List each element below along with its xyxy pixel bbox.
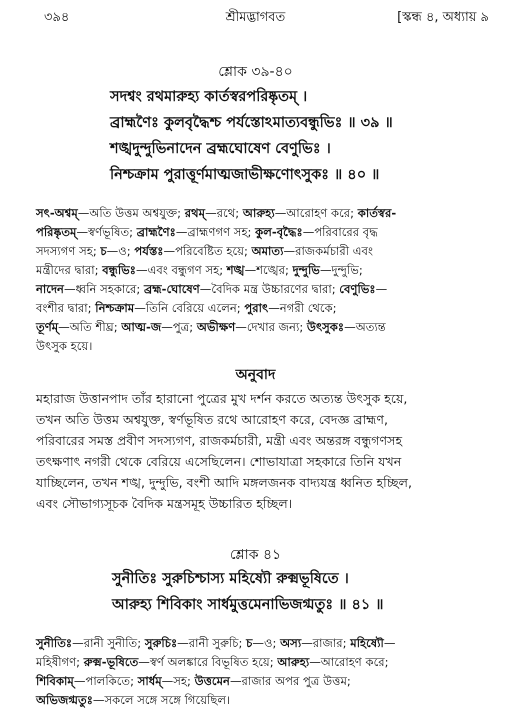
- translation-line: মহারাজ উত্তানপাদ তাঁর হারানো পুত্রের মুখ দর্শন করতে অত্যন্ত উৎসুক হয়ে,: [36, 391, 408, 406]
- translation-line: এবং সৌভাগ্যসূচক বৈদিক মন্ত্রসমূহ উচ্চারিত হচ্ছিল।: [36, 496, 293, 511]
- synonym-line: [36, 634, 486, 653]
- sanskrit-term: শঙ্খ: [226, 263, 245, 277]
- term-meaning: —অতি শীঘ্র;: [58, 320, 122, 334]
- sanskrit-term: আত্ম-জ: [121, 320, 162, 334]
- sanskrit-term: কুল-বৃদ্ধৈঃ: [255, 225, 303, 239]
- sanskrit-term: উৎসুকঃ: [306, 320, 345, 334]
- sanskrit-term: পর্যস্তঃ: [134, 244, 164, 258]
- synonym-line: [36, 261, 486, 280]
- term-meaning: —অতি উত্তম অশ্বযুক্ত;: [77, 206, 185, 220]
- term-meaning: —রাজার;: [301, 636, 351, 650]
- term-meaning: —তিনি বেরিয়ে এলেন;: [134, 301, 245, 315]
- sanskrit-term: অস্য: [280, 636, 302, 650]
- verse-line: সদশ্বং রথমারুহ্য কার্তস্বরপরিষ্কৃতম্ ।: [110, 89, 308, 105]
- chapter-reference: [স্কন্ধ ৪, অধ্যায় ৯: [397, 10, 489, 25]
- sanskrit-term: উত্তমেন: [194, 674, 230, 688]
- synonym-line: [36, 672, 486, 691]
- sanskrit-term: বন্ধুভিঃ: [102, 263, 136, 277]
- sanskrit-term: সুনীতিঃ: [36, 636, 73, 650]
- term-meaning: মহিষীগণ;: [36, 655, 84, 669]
- synonym-line: [36, 691, 486, 710]
- sanskrit-term: পরিষ্কৃতম্: [36, 225, 77, 239]
- verse-line: নিশ্চক্রাম পুরাত্তূর্ণমাত্মজাভীক্ষণোৎসুকঃ ॥ ৪০ ॥: [110, 167, 380, 183]
- term-meaning: —: [383, 636, 396, 650]
- sanskrit-term: শিবিকাম্: [36, 674, 74, 688]
- verse-heading: শ্লোক ৪১: [229, 547, 282, 563]
- sanskrit-term: রথম্: [184, 206, 206, 220]
- verse-heading: শ্লোক ৩৯-৪০: [218, 64, 293, 80]
- synonym-line: [36, 242, 486, 261]
- term-meaning: —অত্যন্ত: [344, 320, 386, 334]
- term-meaning: —এবং বন্ধুগণ সহ;: [135, 263, 227, 277]
- term-meaning: সদস্যগণ সহ;: [36, 244, 101, 258]
- term-meaning: —নগরী থেকে;: [268, 301, 337, 315]
- term-meaning: —ও;: [252, 636, 281, 650]
- term-meaning: —রাজকর্মচারী এবং: [283, 244, 373, 258]
- term-meaning: —ধ্বনি সহকারে;: [63, 282, 144, 296]
- page-number: ৩৯৪: [44, 10, 70, 25]
- sanskrit-term: কার্তস্বর-: [357, 206, 397, 220]
- verse-line: আরুহ্য শিবিকাং সার্ধমুত্তমেনাভিজগ্মতুঃ ॥ ৪১ ॥: [112, 597, 384, 613]
- verse-line: ব্রাহ্মণৈঃ কুলবৃদ্ধৈশ্চ পর্যস্তোঽমাত্যবন্ধুভিঃ ॥ ৩৯ ॥: [110, 115, 393, 131]
- term-meaning: —বৈদিক মন্ত্র উচ্চারণের দ্বারা;: [199, 282, 340, 296]
- term-meaning: —ব্রাহ্মণগণ সহ;: [175, 225, 256, 239]
- sanskrit-term: আরুহ্য: [277, 655, 310, 669]
- translation-text: [36, 388, 486, 514]
- term-meaning: —শঙ্খের;: [244, 263, 293, 277]
- term-meaning: —আরোহণ করে;: [309, 655, 389, 669]
- term-meaning: —দেখার জন্য;: [235, 320, 307, 334]
- verse-line: শঙ্খদুন্দুভিনাদেন ব্রহ্মঘোষেণ বেণুভিঃ ।: [110, 141, 331, 157]
- term-meaning: —পরিবারের বৃদ্ধ: [302, 225, 378, 239]
- translation-line: তৎক্ষণাৎ নগরী থেকে বেরিয়ে এসেছিলেন। শোভাযাত্রা সহকারে তিনি যখন: [36, 454, 402, 469]
- sanskrit-term: অভীক্ষণ: [196, 320, 236, 334]
- synonym-line: [36, 337, 486, 356]
- synonym-line: [36, 204, 486, 223]
- sanskrit-term: নাদেন: [36, 282, 64, 296]
- translation-line: পরিবারের সমস্ত প্রবীণ সদস্যগণ, রাজকর্মচারী, মন্ত্রী এবং অন্তরঙ্গ বন্ধুগণসহ: [36, 433, 403, 448]
- term-meaning: —রানী সুনীতি;: [72, 636, 145, 650]
- sanskrit-term: পুরাৎ: [244, 301, 269, 315]
- term-meaning: —সহ;: [161, 674, 195, 688]
- sanskrit-term: সার্ধম্: [137, 674, 162, 688]
- sanskrit-term: তূর্ণম্: [36, 320, 59, 334]
- sanskrit-term: চ: [100, 244, 107, 258]
- term-meaning: উৎসুক হয়ে।: [36, 339, 93, 353]
- term-meaning: —রাজার অপর পুত্র উত্তম;: [229, 674, 351, 688]
- verse-line: সুনীতিঃ সুরুচিশ্চাস্য মহিষ্যৌ রুক্মভূষিতে ।: [112, 571, 349, 587]
- term-meaning: —স্বর্ণ অলঙ্কারে বিভূষিত হয়ে;: [138, 655, 278, 669]
- synonym-line: [36, 299, 486, 318]
- sanskrit-term: চ: [246, 636, 253, 650]
- word-meanings: [36, 634, 486, 710]
- term-meaning: —আরোহণ করে;: [274, 206, 358, 220]
- sanskrit-term: বেণুভিঃ: [339, 282, 376, 296]
- term-meaning: —পুত্র;: [161, 320, 197, 334]
- term-meaning: মন্ত্রীদের দ্বারা;: [36, 263, 103, 277]
- sanskrit-term: আরুহ্য: [242, 206, 275, 220]
- term-meaning: —স্বর্ণভূষিত;: [76, 225, 137, 239]
- sanskrit-term: দুন্দুভি: [292, 263, 320, 277]
- term-meaning: —: [375, 282, 388, 296]
- synonym-line: [36, 223, 486, 242]
- term-meaning: —সকলে সঙ্গে সঙ্গে গিয়েছিল।: [92, 693, 231, 707]
- sanskrit-term: সুরুচিঃ: [144, 636, 178, 650]
- sanskrit-term: মহিষ্যৌ: [350, 636, 384, 650]
- sanskrit-term: ব্রহ্ম-ঘোষেণ: [144, 282, 200, 296]
- term-meaning: —ও;: [106, 244, 135, 258]
- word-meanings: [36, 204, 486, 356]
- term-meaning: বংশীর দ্বারা;: [36, 301, 96, 315]
- term-meaning: —পালকিতে;: [73, 674, 138, 688]
- sanskrit-term: রুক্ম-ভূষিতে: [83, 655, 139, 669]
- book-title: শ্রীমদ্ভাগবত: [225, 10, 286, 25]
- translation-heading: অনুবাদ: [235, 367, 276, 383]
- term-meaning: —রানী সুরুচি;: [177, 636, 247, 650]
- term-meaning: —রথে;: [205, 206, 243, 220]
- synonym-line: [36, 280, 486, 299]
- synonym-line: [36, 653, 486, 672]
- synonym-line: [36, 318, 486, 337]
- sanskrit-term: সৎ-অশ্বম্: [36, 206, 78, 220]
- term-meaning: —দুন্দুভি;: [319, 263, 363, 277]
- sanskrit-term: ব্রাহ্মণৈঃ: [136, 225, 176, 239]
- translation-line: তখন অতি উত্তম অশ্বযুক্ত, স্বর্ণভূষিত রথে আরোহণ করে, বেদজ্ঞ ব্রাহ্মণ,: [36, 412, 389, 427]
- sanskrit-term: অভিজগ্মতুঃ: [36, 693, 93, 707]
- sanskrit-term: নিশ্চক্রাম: [95, 301, 135, 315]
- term-meaning: —পরিবেষ্টিত হয়ে;: [163, 244, 252, 258]
- sanskrit-term: অমাত্য: [251, 244, 284, 258]
- translation-line: যাচ্ছিলেন, তখন শঙ্খ, দুন্দুভি, বংশী আদি মঙ্গলজনক বাদ্যযন্ত্র ধ্বনিত হচ্ছিল,: [36, 475, 413, 490]
